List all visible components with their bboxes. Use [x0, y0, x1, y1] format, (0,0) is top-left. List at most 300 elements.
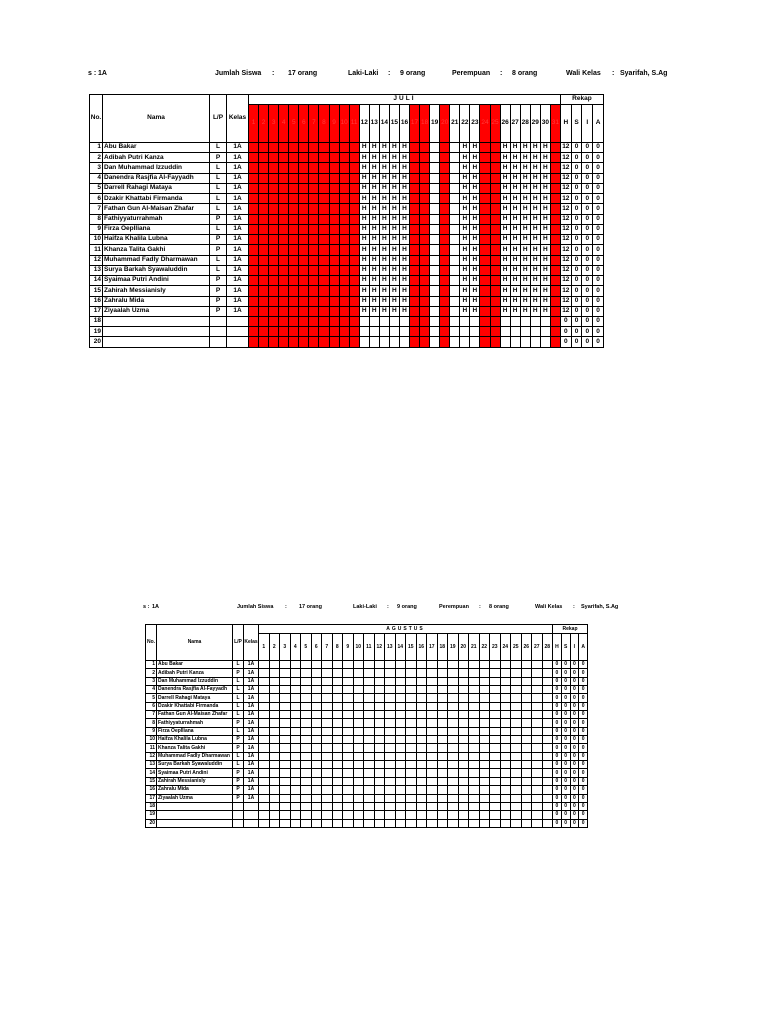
holiday-cell [490, 173, 500, 183]
attendance-cell [427, 686, 438, 694]
rekap-value: 0 [553, 727, 562, 735]
student-no: 9 [90, 224, 103, 234]
attendance-mark: H [510, 173, 520, 183]
attendance-mark: H [510, 163, 520, 173]
attendance-cell [364, 727, 375, 735]
attendance-cell [385, 794, 396, 802]
attendance-cell [290, 744, 301, 752]
attendance-cell [290, 702, 301, 710]
attendance-mark: H [399, 245, 409, 255]
day-number: 22 [460, 105, 470, 143]
attendance-mark: H [470, 194, 480, 204]
attendance-cell [542, 677, 553, 685]
attendance-mark: H [379, 214, 389, 224]
student-name: Abu Bakar [103, 143, 210, 153]
student-no: 4 [146, 686, 157, 694]
student-class: 1A [227, 173, 249, 183]
holiday-cell [299, 255, 309, 265]
attendance-cell [343, 702, 354, 710]
attendance-cell [385, 677, 396, 685]
holiday-cell [309, 245, 319, 255]
rekap-value: 0 [570, 702, 579, 710]
attendance-cell [430, 163, 440, 173]
attendance-cell [520, 337, 530, 347]
attendance-cell [490, 786, 501, 794]
holiday-cell [279, 183, 289, 193]
attendance-mark: H [500, 143, 510, 153]
holiday-cell [480, 204, 490, 214]
student-class: 1A [227, 204, 249, 214]
rekap-value: 0 [571, 296, 582, 306]
rekap-value: 0 [582, 276, 593, 286]
holiday-cell [279, 316, 289, 326]
attendance-cell [511, 702, 522, 710]
attendance-cell [301, 786, 312, 794]
attendance-cell [290, 719, 301, 727]
day-number: 20 [458, 634, 469, 661]
attendance-cell [469, 736, 480, 744]
attendance-cell [395, 677, 406, 685]
attendance-mark: H [389, 265, 399, 275]
attendance-mark: H [379, 163, 389, 173]
holiday-cell [339, 194, 349, 204]
attendance-cell [364, 669, 375, 677]
student-no: 5 [146, 694, 157, 702]
attendance-mark: H [470, 306, 480, 316]
day-number: 16 [416, 634, 427, 661]
holiday-cell [410, 276, 420, 286]
holiday-cell [319, 194, 329, 204]
attendance-cell [458, 752, 469, 760]
student-class: 1A [227, 153, 249, 163]
holiday-cell [279, 296, 289, 306]
attendance-cell [532, 761, 543, 769]
holiday-cell [480, 316, 490, 326]
attendance-cell [290, 769, 301, 777]
student-class: 1A [244, 761, 259, 769]
holiday-cell [410, 235, 420, 245]
attendance-cell [448, 669, 459, 677]
holiday-cell [259, 235, 269, 245]
rekap-value: 0 [561, 794, 570, 802]
attendance-cell [532, 777, 543, 785]
student-gender: L [210, 183, 227, 193]
attendance-cell [448, 761, 459, 769]
holiday-cell [550, 276, 560, 286]
holiday-cell [319, 163, 329, 173]
student-gender: L [233, 727, 244, 735]
attendance-mark: H [389, 276, 399, 286]
attendance-cell [332, 736, 343, 744]
holiday-cell [319, 204, 329, 214]
holiday-cell [339, 224, 349, 234]
holiday-cell [410, 173, 420, 183]
rekap-value: 0 [579, 769, 588, 777]
rekap-value: 0 [561, 694, 570, 702]
holiday-cell [339, 255, 349, 265]
student-row [90, 214, 604, 224]
attendance-mark: H [470, 235, 480, 245]
attendance-mark: H [470, 286, 480, 296]
attendance-cell [369, 337, 379, 347]
attendance-cell [500, 694, 511, 702]
holiday-cell [339, 327, 349, 337]
student-class: 1A [244, 719, 259, 727]
attendance-cell [430, 306, 440, 316]
attendance-mark: H [540, 173, 550, 183]
attendance-cell [532, 694, 543, 702]
attendance-mark: H [520, 296, 530, 306]
student-no: 1 [90, 143, 103, 153]
attendance-cell [416, 702, 427, 710]
attendance-mark: H [369, 265, 379, 275]
attendance-cell [353, 719, 364, 727]
holiday-cell [329, 337, 339, 347]
attendance-cell [448, 719, 459, 727]
attendance-mark: H [530, 255, 540, 265]
attendance-cell [469, 794, 480, 802]
rekap-col-header: H [553, 634, 562, 661]
attendance-cell [322, 702, 333, 710]
attendance-mark: H [399, 194, 409, 204]
holiday-cell [550, 306, 560, 316]
student-gender: L [233, 661, 244, 669]
holiday-cell [420, 265, 430, 275]
holiday-cell [249, 265, 259, 275]
perempuan-value: 8 orang [512, 70, 538, 77]
rekap-value: 0 [553, 777, 562, 785]
attendance-cell [469, 669, 480, 677]
attendance-cell [437, 661, 448, 669]
holiday-cell [269, 235, 279, 245]
attendance-cell [259, 727, 270, 735]
day-number: 12 [359, 105, 369, 143]
attendance-cell [395, 686, 406, 694]
attendance-cell [490, 694, 501, 702]
rekap-value: 0 [560, 337, 571, 347]
holiday-cell [339, 316, 349, 326]
holiday-cell [269, 265, 279, 275]
holiday-cell [269, 204, 279, 214]
attendance-cell [269, 736, 280, 744]
day-number: 15 [389, 105, 399, 143]
rekap-value: 12 [560, 276, 571, 286]
attendance-cell [490, 769, 501, 777]
attendance-cell [479, 811, 490, 819]
wali-kelas-label: Wali Kelas [535, 604, 563, 610]
attendance-cell [301, 736, 312, 744]
holiday-cell [309, 235, 319, 245]
rekap-value: 0 [579, 669, 588, 677]
holiday-cell [420, 276, 430, 286]
attendance-mark: H [460, 173, 470, 183]
holiday-cell [279, 173, 289, 183]
day-number: 18 [420, 105, 430, 143]
attendance-mark: H [470, 276, 480, 286]
attendance-cell [542, 752, 553, 760]
attendance-cell [448, 661, 459, 669]
attendance-cell [500, 802, 511, 810]
holiday-cell [289, 296, 299, 306]
holiday-cell [279, 224, 289, 234]
attendance-cell [416, 736, 427, 744]
attendance-cell [520, 316, 530, 326]
attendance-cell [430, 276, 440, 286]
attendance-cell [311, 661, 322, 669]
attendance-cell [406, 727, 417, 735]
holiday-cell [440, 286, 450, 296]
day-number: 13 [385, 634, 396, 661]
attendance-mark: H [470, 214, 480, 224]
student-gender: L [233, 677, 244, 685]
attendance-cell [450, 245, 460, 255]
student-name [157, 811, 233, 819]
day-number: 3 [280, 634, 291, 661]
student-name: Dan Muhammad Izzuddin [103, 163, 210, 173]
attendance-mark: H [359, 194, 369, 204]
attendance-cell [280, 794, 291, 802]
attendance-mark: H [369, 276, 379, 286]
day-number: 29 [530, 105, 540, 143]
holiday-cell [299, 143, 309, 153]
attendance-mark: H [470, 245, 480, 255]
laki-laki-value: 9 orang [400, 70, 426, 77]
attendance-cell [395, 752, 406, 760]
attendance-cell [343, 677, 354, 685]
attendance-cell [301, 719, 312, 727]
holiday-cell [259, 306, 269, 316]
rekap-value: 0 [570, 802, 579, 810]
attendance-cell [332, 794, 343, 802]
attendance-cell [427, 811, 438, 819]
laki-laki-value: 9 orang [397, 604, 417, 610]
day-number: 1 [259, 634, 270, 661]
attendance-cell [416, 711, 427, 719]
attendance-cell [280, 661, 291, 669]
student-no: 8 [146, 719, 157, 727]
attendance-table-agustus [145, 624, 588, 828]
attendance-cell [490, 661, 501, 669]
attendance-mark: H [460, 306, 470, 316]
holiday-cell [269, 286, 279, 296]
student-no: 13 [90, 265, 103, 275]
student-class: 1A [244, 744, 259, 752]
attendance-cell [427, 736, 438, 744]
col-header-no: No. [146, 625, 157, 661]
attendance-mark: H [369, 163, 379, 173]
student-class: 1A [227, 143, 249, 153]
student-row [146, 711, 588, 719]
attendance-cell [450, 214, 460, 224]
attendance-cell [511, 744, 522, 752]
day-number: 26 [500, 105, 510, 143]
separator: : [612, 70, 615, 77]
attendance-cell [450, 143, 460, 153]
attendance-cell [511, 694, 522, 702]
attendance-mark: H [510, 183, 520, 193]
holiday-cell [309, 306, 319, 316]
attendance-cell [430, 316, 440, 326]
attendance-mark: H [510, 265, 520, 275]
holiday-cell [269, 306, 279, 316]
attendance-cell [416, 727, 427, 735]
attendance-mark: H [540, 306, 550, 316]
student-gender: P [210, 214, 227, 224]
student-no: 19 [146, 811, 157, 819]
attendance-mark: H [369, 296, 379, 306]
rekap-col-header: H [560, 105, 571, 143]
rekap-value: 0 [593, 316, 604, 326]
rekap-value: 0 [561, 752, 570, 760]
attendance-mark: H [470, 255, 480, 265]
holiday-cell [289, 224, 299, 234]
holiday-cell [329, 224, 339, 234]
student-gender: P [210, 235, 227, 245]
attendance-cell [521, 694, 532, 702]
attendance-cell [353, 819, 364, 827]
holiday-cell [550, 194, 560, 204]
attendance-cell [532, 752, 543, 760]
holiday-cell [410, 286, 420, 296]
attendance-cell [437, 727, 448, 735]
attendance-cell [389, 327, 399, 337]
attendance-cell [395, 702, 406, 710]
student-class [227, 316, 249, 326]
attendance-cell [290, 694, 301, 702]
student-no: 17 [146, 794, 157, 802]
holiday-cell [440, 163, 450, 173]
attendance-cell [332, 761, 343, 769]
attendance-cell [322, 769, 333, 777]
attendance-cell [280, 677, 291, 685]
student-name: Surya Barkah Syawaluddin [103, 265, 210, 275]
attendance-cell [311, 802, 322, 810]
rekap-value: 12 [560, 224, 571, 234]
student-class: 1A [244, 786, 259, 794]
holiday-cell [289, 173, 299, 183]
rekap-value: 0 [593, 245, 604, 255]
holiday-cell [329, 194, 339, 204]
attendance-cell [332, 669, 343, 677]
attendance-cell [500, 811, 511, 819]
attendance-cell [301, 711, 312, 719]
student-gender [210, 316, 227, 326]
holiday-cell [480, 214, 490, 224]
holiday-cell [279, 194, 289, 204]
holiday-cell [339, 286, 349, 296]
attendance-cell [416, 744, 427, 752]
attendance-cell [301, 744, 312, 752]
student-gender [210, 337, 227, 347]
holiday-cell [410, 163, 420, 173]
attendance-cell [490, 819, 501, 827]
holiday-cell [299, 183, 309, 193]
attendance-cell [416, 811, 427, 819]
rekap-value: 0 [582, 235, 593, 245]
attendance-cell [511, 727, 522, 735]
holiday-cell [249, 173, 259, 183]
attendance-mark: H [540, 204, 550, 214]
attendance-cell [385, 802, 396, 810]
attendance-cell [490, 802, 501, 810]
rekap-value: 12 [560, 286, 571, 296]
attendance-mark: H [510, 276, 520, 286]
attendance-cell [364, 694, 375, 702]
attendance-cell [353, 744, 364, 752]
student-class: 1A [244, 727, 259, 735]
holiday-cell [289, 194, 299, 204]
attendance-mark: H [520, 194, 530, 204]
attendance-cell [500, 316, 510, 326]
holiday-cell [269, 296, 279, 306]
attendance-cell [311, 811, 322, 819]
rekap-value: 0 [561, 736, 570, 744]
attendance-cell [374, 686, 385, 694]
header-row [90, 95, 604, 105]
attendance-cell [269, 669, 280, 677]
perempuan-label: Perempuan [439, 604, 469, 610]
day-number: 5 [289, 105, 299, 143]
student-row [146, 744, 588, 752]
attendance-cell [542, 761, 553, 769]
holiday-cell [440, 316, 450, 326]
attendance-cell [395, 786, 406, 794]
holiday-cell [329, 143, 339, 153]
attendance-cell [353, 677, 364, 685]
rekap-value: 12 [560, 204, 571, 214]
attendance-mark: H [369, 306, 379, 316]
attendance-mark: H [530, 265, 540, 275]
attendance-cell [269, 694, 280, 702]
attendance-mark: H [500, 153, 510, 163]
day-number: 28 [520, 105, 530, 143]
attendance-mark: H [510, 204, 520, 214]
holiday-cell [550, 245, 560, 255]
holiday-cell [269, 276, 279, 286]
holiday-cell [410, 306, 420, 316]
holiday-cell [289, 286, 299, 296]
holiday-cell [410, 245, 420, 255]
holiday-cell [349, 224, 359, 234]
attendance-cell [532, 669, 543, 677]
rekap-value: 0 [582, 183, 593, 193]
attendance-cell [290, 802, 301, 810]
attendance-mark: H [460, 163, 470, 173]
day-number: 5 [301, 634, 312, 661]
attendance-cell [450, 153, 460, 163]
day-number: 6 [311, 634, 322, 661]
rekap-value: 0 [571, 265, 582, 275]
attendance-mark: H [520, 265, 530, 275]
rekap-value: 0 [561, 702, 570, 710]
day-number: 31 [550, 105, 560, 143]
attendance-mark: H [379, 204, 389, 214]
holiday-cell [349, 296, 359, 306]
day-number: 11 [364, 634, 375, 661]
holiday-cell [420, 296, 430, 306]
student-row [90, 173, 604, 183]
attendance-cell [469, 786, 480, 794]
holiday-cell [339, 173, 349, 183]
attendance-cell [427, 786, 438, 794]
attendance-cell [427, 677, 438, 685]
rekap-header: Rekap [560, 95, 603, 105]
holiday-cell [289, 337, 299, 347]
student-row [146, 769, 588, 777]
attendance-mark: H [389, 286, 399, 296]
student-row [146, 727, 588, 735]
student-class: 1A [227, 235, 249, 245]
